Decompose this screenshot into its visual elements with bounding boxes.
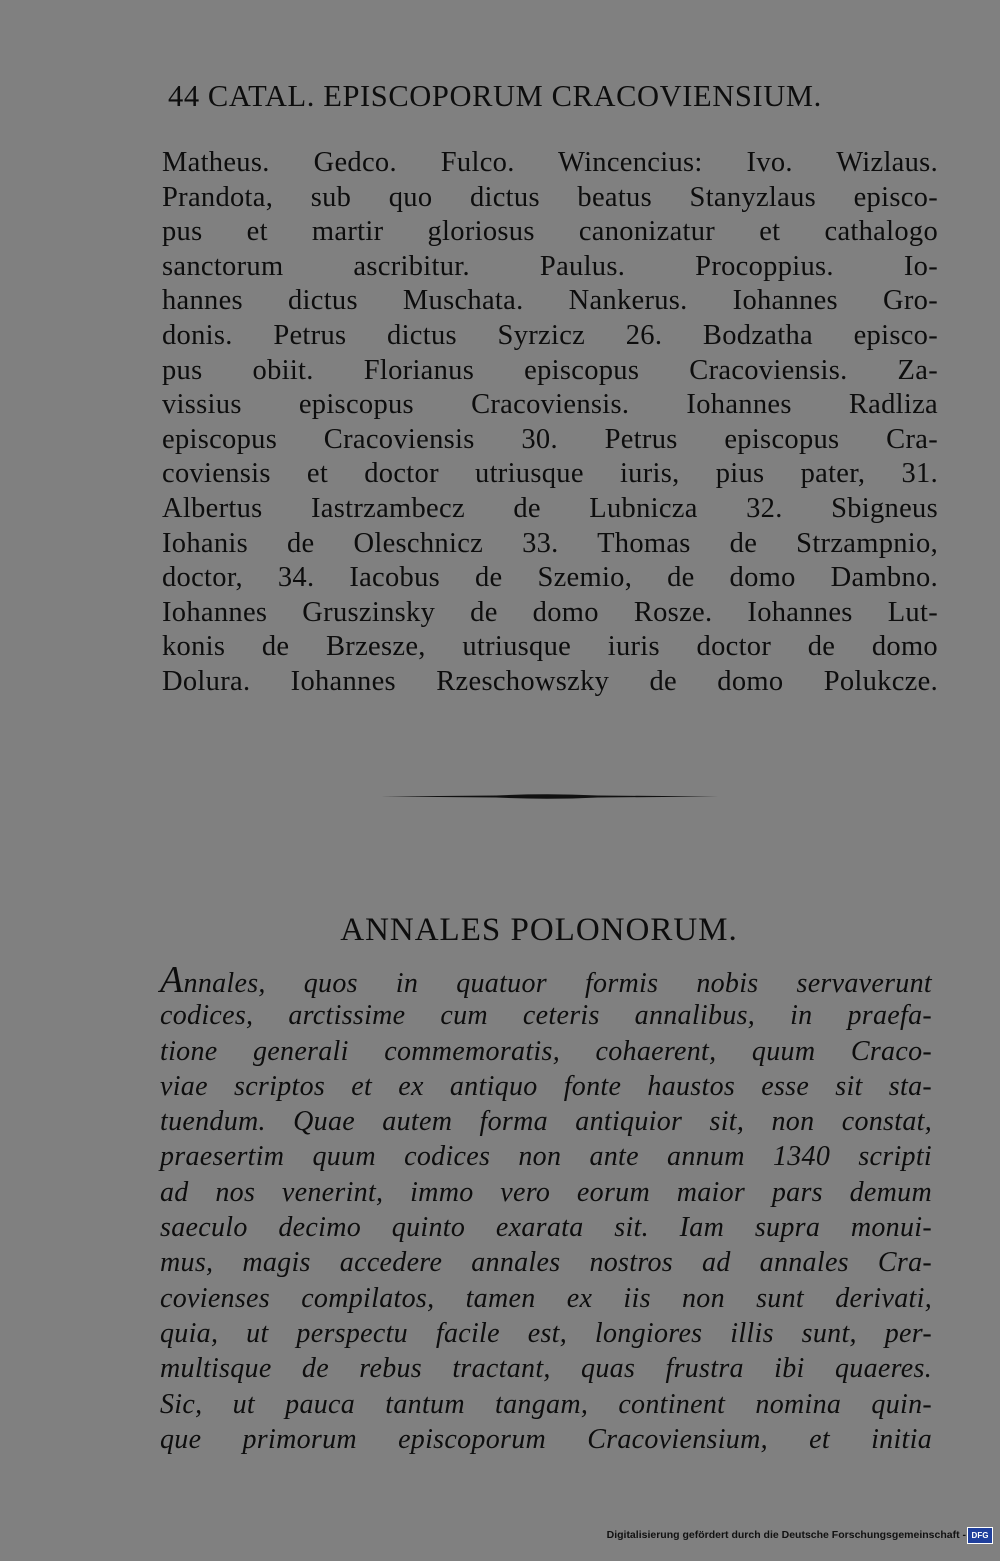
catalog-line: Matheus. Gedco. Fulco. Wincencius: Ivo. Wizlaus. — [162, 147, 938, 178]
annales-line: Sic, ut pauca tantum tangam, continent nomina quin- — [160, 1388, 932, 1420]
catalog-line: hannes dictus Muschata. Nankerus. Iohannes Gro- — [162, 285, 938, 317]
annales-line: multisque de rebus tractant, quas frustra ibi quaeres. — [160, 1353, 932, 1385]
page-header: 44 CATAL. EPISCOPORUM CRACOVIENSIUM. — [168, 79, 822, 113]
dfg-logo-icon: DFG — [967, 1527, 993, 1544]
catalog-line: doctor, 34. Iacobus de Szemio, de domo Dambno. — [162, 562, 938, 594]
annales-first-line — [160, 959, 932, 1001]
annales-text-block — [160, 959, 932, 1457]
annales-line: quia, ut perspectu facile est, longiores illis sunt, per- — [160, 1317, 932, 1349]
annales-line: praesertim quum codices non ante annum 1340 scripti — [160, 1141, 932, 1173]
annales-line: tuendum. Quae autem forma antiquior sit, non constat, — [160, 1106, 932, 1138]
annales-line: ad nos venerint, immo vero eorum maior pars demum — [160, 1176, 932, 1208]
catalog-line: Prandota, sub quo dictus beatus Stanyzlaus episco- — [162, 181, 938, 213]
catalog-line: konis de Brzesze, utriusque iuris doctor de domo — [162, 631, 938, 663]
catalog-line: Dolura. Iohannes Rzeschowszky de domo Polukcze. — [162, 665, 938, 697]
annales-line: covienses compilatos, tamen ex iis non sunt derivati, — [160, 1282, 932, 1314]
annales-first-line-text: nnales, quos in quatuor formis nobis servaverunt — [183, 968, 932, 999]
digitization-credit: Digitalisierung gefördert durch die Deutsche Forschungsgemeinschaft - — [606, 1529, 966, 1541]
catalog-line: Iohannes Gruszinsky de domo Rosze. Iohannes Lut- — [162, 596, 938, 628]
annales-line: tione generali commemoratis, cohaerent, quum Craco- — [160, 1035, 932, 1067]
drop-cap-letter: A — [160, 959, 184, 1001]
catalog-line: coviensis et doctor utriusque iuris, pius pater, 31. — [162, 458, 938, 490]
catalog-line: donis. Petrus dictus Syrzicz 26. Bodzatha episco- — [162, 319, 938, 351]
catalog-line: Iohanis de Oleschnicz 33. Thomas de Strzampnio, — [162, 527, 938, 559]
catalog-line: pus et martir gloriosus canonizatur et cathalogo — [162, 216, 938, 248]
ornamental-divider — [376, 792, 718, 801]
annales-line: saeculo decimo quinto exarata sit. Iam supra monui- — [160, 1212, 932, 1244]
catalog-line: Albertus Iastrzambecz de Lubnicza 32. Sbigneus — [162, 492, 938, 524]
catalog-line: vissius episcopus Cracoviensis. Iohannes Radliza — [162, 389, 938, 421]
annales-line: viae scriptos et ex antiquo fonte haustos esse sit sta- — [160, 1070, 932, 1102]
annales-line: codices, arctissime cum ceteris annalibus, in praefa- — [160, 1000, 932, 1032]
catalog-line: sanctorum ascribitur. Paulus. Procoppius. Io- — [162, 250, 938, 282]
annales-line: que primorum episcoporum Cracoviensium, et initia — [160, 1423, 932, 1455]
catalog-line: episcopus Cracoviensis 30. Petrus episcopus Cra- — [162, 423, 938, 455]
catalog-text-block — [162, 146, 938, 700]
section-title: ANNALES POLONORUM. — [340, 912, 738, 948]
catalog-line: pus obiit. Florianus episcopus Cracoviensis. Za- — [162, 354, 938, 386]
annales-line: mus, magis accedere annales nostros ad annales Cra- — [160, 1247, 932, 1279]
